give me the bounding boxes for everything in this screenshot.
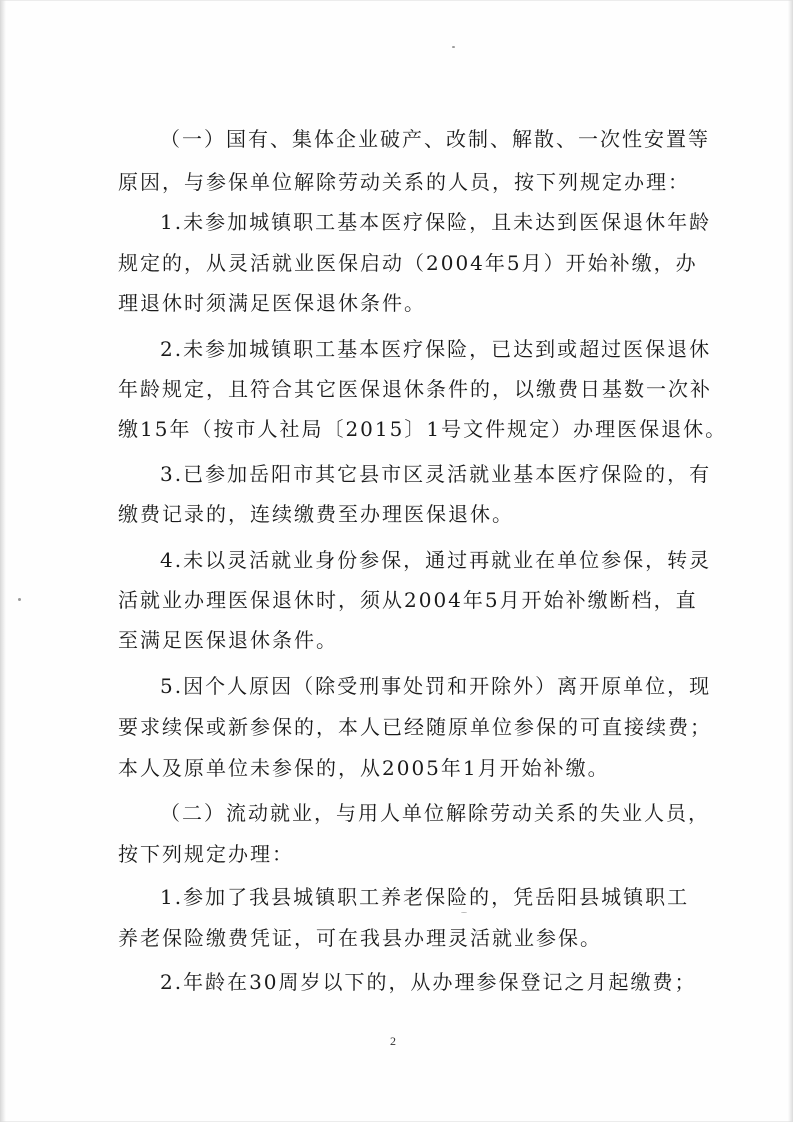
item-3-line-1: 3.已参加岳阳市其它县市区灵活就业基本医疗保险的，有 — [160, 462, 712, 486]
page-number: 2 — [390, 1034, 396, 1048]
item-5-line-2: 要求续保或新参保的，本人已经随原单位参保的可直接续费； — [118, 715, 712, 739]
section-2-item-1-line-2: 养老保险缴费凭证，可在我县办理灵活就业参保。 — [118, 926, 602, 950]
section-1-heading-line-2: 原因，与参保单位解除劳动关系的人员，按下列规定办理： — [118, 170, 690, 194]
item-4-line-3: 至满足医保退休条件。 — [118, 628, 338, 652]
item-4-line-1: 4.未以灵活就业身份参保，通过再就业在单位参保，转灵 — [160, 548, 712, 572]
item-5-line-1: 5.因个人原因（除受刑事处罚和开除外）离开原单位，现 — [160, 674, 712, 698]
item-2-line-1: 2.未参加城镇职工基本医疗保险，已达到或超过医保退休 — [160, 337, 712, 361]
item-5-line-3: 本人及原单位未参保的，从2005年1月开始补缴。 — [118, 756, 610, 780]
scan-speck — [452, 46, 455, 48]
item-1-line-1: 1.未参加城镇职工基本医疗保险，且未达到医保退休年龄 — [160, 210, 712, 234]
section-2-item-2-line-1: 2.年龄在30周岁以下的，从办理参保登记之月起缴费； — [160, 970, 697, 994]
section-1-heading-line-1: （一）国有、集体企业破产、改制、解散、一次性安置等 — [160, 127, 710, 151]
item-2-line-3: 缴15年（按市人社局〔2015〕1号文件规定）办理医保退休。 — [118, 417, 728, 441]
scan-speck — [18, 598, 21, 601]
scan-speck — [461, 912, 467, 913]
item-4-line-2: 活就业办理医保退休时，须从2004年5月开始补缴断档，直 — [118, 588, 698, 612]
item-3-line-2: 缴费记录的，连续缴费至办理医保退休。 — [118, 502, 514, 526]
section-2-item-1-line-1: 1.参加了我县城镇职工养老保险的，凭岳阳县城镇职工 — [160, 885, 690, 909]
item-1-line-2: 规定的，从灵活就业医保启动（2004年5月）开始补缴，办 — [118, 251, 698, 275]
section-2-heading-line-2: 按下列规定办理： — [118, 842, 294, 866]
item-1-line-3: 理退休时须满足医保退休条件。 — [118, 291, 426, 315]
item-2-line-2: 年龄规定，且符合其它医保退休条件的，以缴费日基数一次补 — [118, 377, 712, 401]
section-2-heading-line-1: （二）流动就业，与用人单位解除劳动关系的失业人员， — [160, 801, 710, 825]
